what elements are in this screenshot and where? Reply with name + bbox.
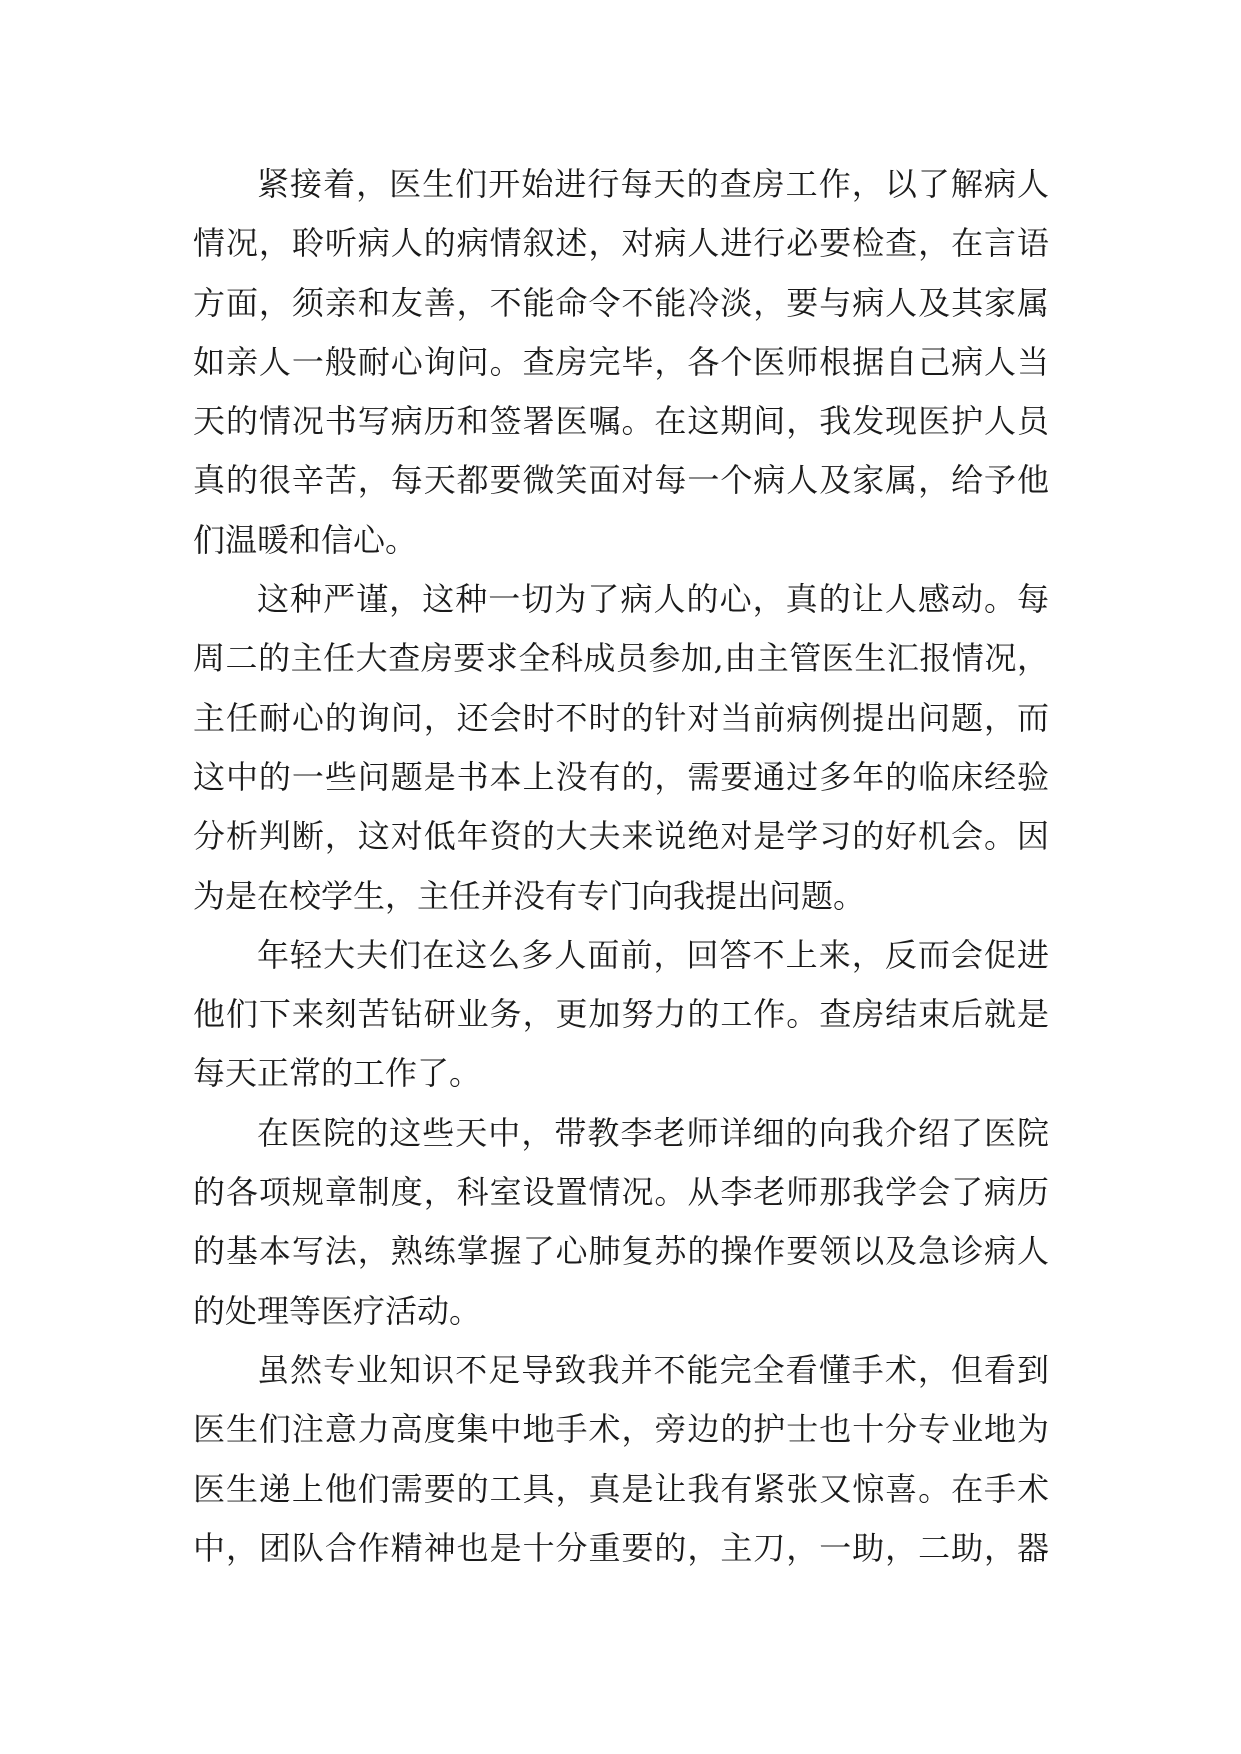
text-line: 虽然专业知识不足导致我并不能完全看懂手术，但看到 (257, 1350, 1049, 1389)
text-line: 周二的主任大查房要求全科成员参加,由主管医生汇报情况， (193, 639, 1049, 678)
text-line: 这中的一些问题是书本上没有的，需要通过多年的临床经验 (193, 757, 1049, 796)
text-line: 在医院的这些天中，带教李老师详细的向我介绍了医院 (257, 1113, 1049, 1152)
text-line: 真的很辛苦，每天都要微笑面对每一个病人及家属，给予他 (193, 461, 1049, 500)
text-line: 他们下来刻苦钻研业务，更加努力的工作。查房结束后就是 (193, 995, 1049, 1034)
text-line: 每天正常的工作了。 (193, 1054, 482, 1093)
text-line: 医生们注意力高度集中地手术，旁边的护士也十分专业地为 (193, 1410, 1049, 1449)
text-line: 如亲人一般耐心询问。查房完毕，各个医师根据自己病人当 (193, 342, 1049, 381)
text-line: 年轻大夫们在这么多人面前，回答不上来，反而会促进 (257, 935, 1049, 974)
text-line: 的处理等医疗活动。 (193, 1291, 482, 1330)
text-line: 这种严谨，这种一切为了病人的心，真的让人感动。每 (257, 580, 1049, 619)
text-line: 医生递上他们需要的工具，真是让我有紧张又惊喜。在手术 (193, 1469, 1049, 1508)
text-line: 主任耐心的询问，还会时不时的针对当前病例提出问题，而 (193, 698, 1049, 737)
text-line: 分析判断，这对低年资的大夫来说绝对是学习的好机会。因 (193, 817, 1049, 856)
text-line: 的基本写法，熟练掌握了心肺复苏的操作要领以及急诊病人 (193, 1232, 1049, 1271)
text-line: 紧接着，医生们开始进行每天的查房工作，以了解病人 (257, 165, 1049, 203)
text-line: 中，团队合作精神也是十分重要的，主刀，一助，二助，器 (193, 1528, 1049, 1567)
body-text (193, 155, 1049, 1578)
text-line: 的各项规章制度，科室设置情况。从李老师那我学会了病历 (193, 1173, 1049, 1212)
text-line: 天的情况书写病历和签署医嘱。在这期间，我发现医护人员 (193, 402, 1049, 441)
text-line: 方面，须亲和友善，不能命令不能冷淡，要与病人及其家属 (193, 283, 1049, 322)
text-line: 为是在校学生，主任并没有专门向我提出问题。 (193, 876, 866, 915)
text-line: 情况，聆听病人的病情叙述，对病人进行必要检查，在言语 (193, 224, 1049, 263)
text-line: 们温暖和信心。 (193, 520, 418, 559)
